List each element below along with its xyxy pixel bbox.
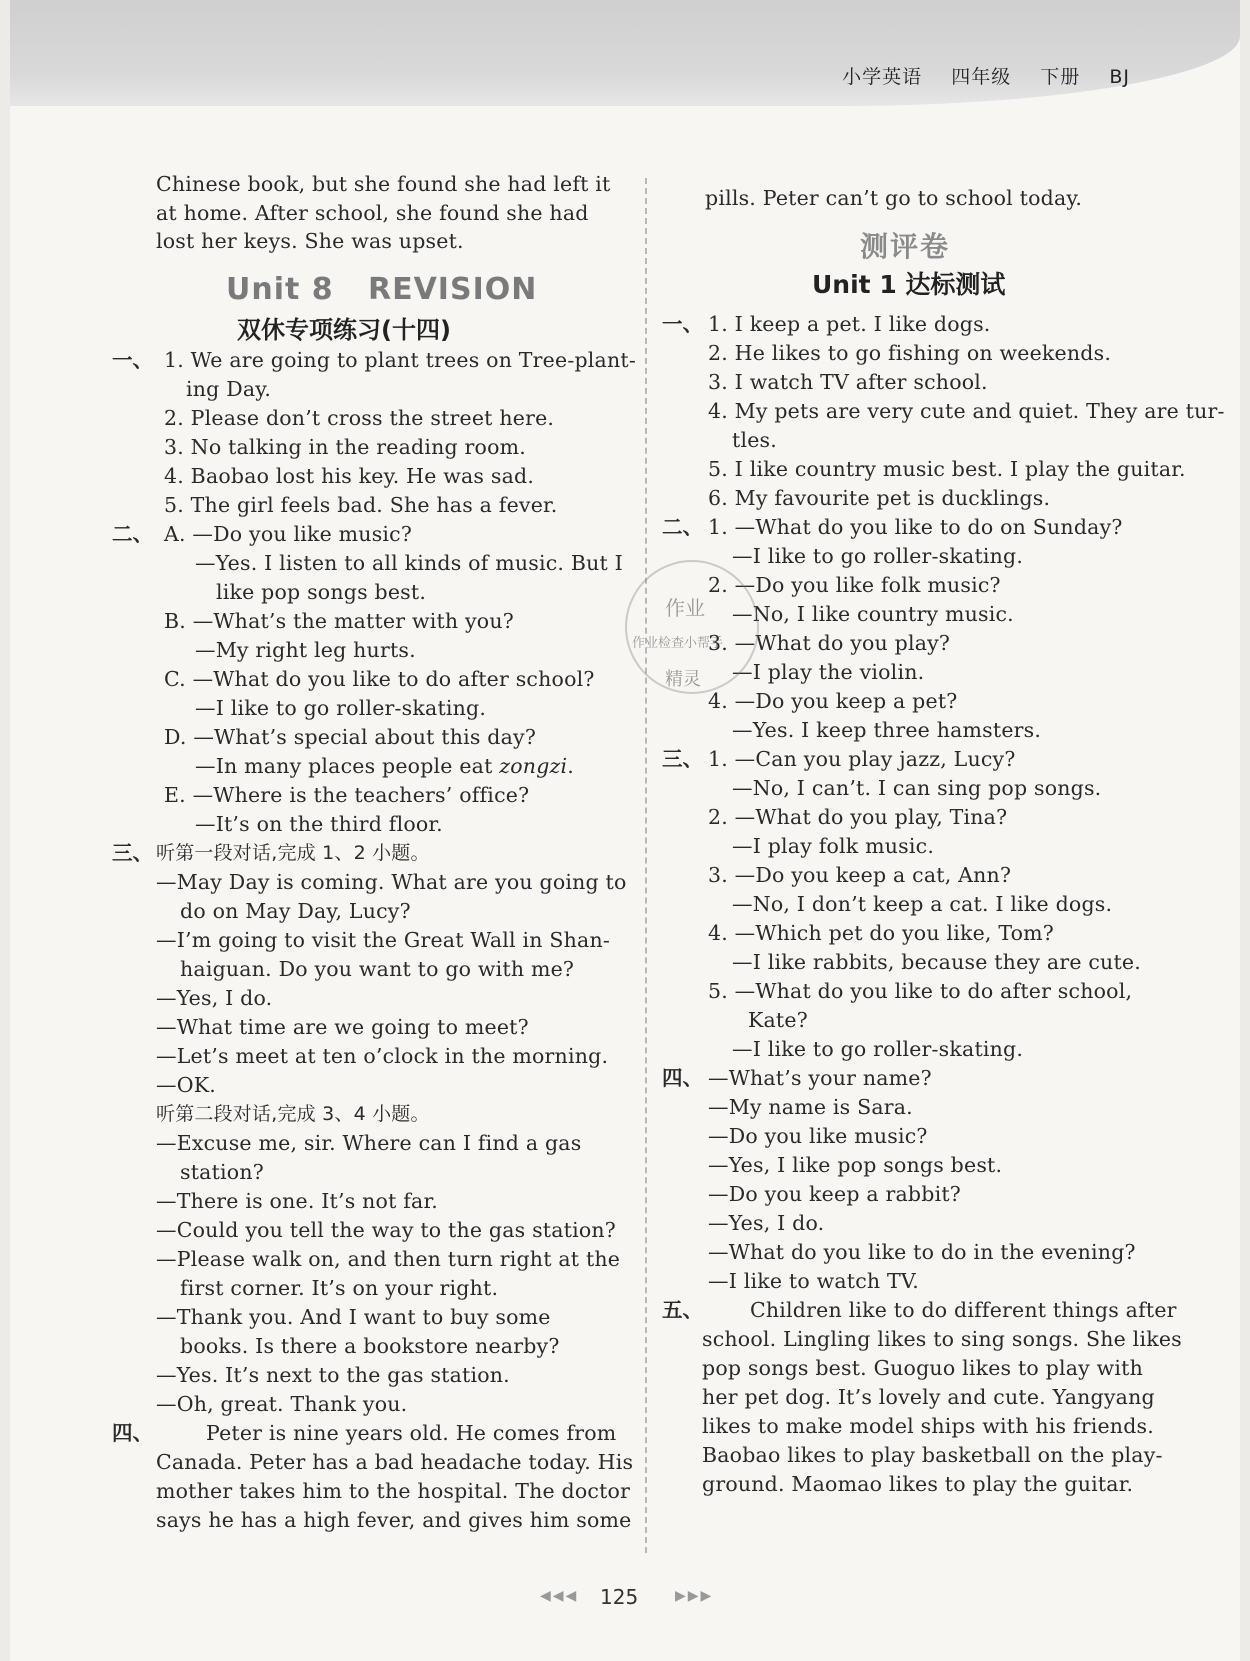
text-line: 3. I watch TV after school. [708, 370, 988, 394]
section-marker: 四、 [662, 1066, 703, 1090]
text-line: 4. My pets are very cute and quiet. They are tur- [708, 399, 1225, 423]
header-edition: BJ [1109, 66, 1130, 88]
text-line: 1. —What do you like to do on Sunday? [708, 515, 1123, 539]
unit8-title: Unit 8 REVISION [226, 272, 538, 307]
text-line: —What do you like to do in the evening? [708, 1240, 1136, 1264]
text-line: ing Day. [186, 377, 272, 401]
text-line: 1. I keep a pet. I like dogs. [708, 312, 991, 336]
text-line: at home. After school, she found she had [156, 201, 589, 225]
section-marker: 一、 [662, 312, 703, 336]
unit1-title: Unit 1 达标测试 [812, 270, 1006, 299]
section-marker: 三、 [112, 841, 153, 865]
text-line: —What’s your name? [708, 1066, 932, 1090]
text-line: —I play folk music. [732, 834, 935, 858]
text-line: —Excuse me, sir. Where can I find a gas [156, 1131, 582, 1155]
text-line [195, 752, 574, 780]
text-line: 2. —What do you play, Tina? [708, 805, 1008, 829]
stamp-text: 精灵 [665, 669, 701, 690]
text-line: 1. —Can you play jazz, Lucy? [708, 747, 1016, 771]
text-line: —No, I can’t. I can sing pop songs. [732, 776, 1102, 800]
text-line: 2. Please don’t cross the street here. [164, 406, 555, 430]
text-line: station? [180, 1160, 264, 1184]
text-line: —Yes, I do. [708, 1211, 825, 1235]
assessment-title: 测评卷 [860, 230, 951, 263]
section-marker: 三、 [662, 747, 703, 771]
text-line: —Yes, I like pop songs best. [708, 1153, 1003, 1177]
text-line: ground. Maomao likes to play the guitar. [702, 1472, 1134, 1496]
header-grade: 四年级 [951, 66, 1012, 88]
text-line: —What time are we going to meet? [156, 1015, 529, 1039]
listening-instruction: 听第一段对话,完成 1、2 小题。 [156, 842, 430, 864]
text-line: —I like rabbits, because they are cute. [732, 950, 1141, 974]
text-line: —May Day is coming. What are you going to [156, 870, 627, 894]
header-band [10, 0, 1240, 106]
text-line: Chinese book, but she found she had left it [156, 172, 611, 196]
text-line: 5. I like country music best. I play the guitar. [708, 457, 1186, 481]
text-line: school. Lingling likes to sing songs. She likes [702, 1327, 1182, 1351]
text-line: lost her keys. She was upset. [156, 229, 464, 253]
text-line: 3. —Do you keep a cat, Ann? [708, 863, 1012, 887]
text-line: —Do you keep a rabbit? [708, 1182, 961, 1206]
text-line: —Yes, I do. [156, 986, 273, 1010]
text-line: Canada. Peter has a bad headache today. His [156, 1450, 634, 1474]
page-number: 125 [600, 1585, 639, 1609]
text-line: Baobao likes to play basketball on the play- [702, 1443, 1163, 1467]
section-marker: 二、 [662, 515, 703, 539]
text-line: —There is one. It’s not far. [156, 1189, 438, 1213]
text-line: —I’m going to visit the Great Wall in Shan- [156, 928, 610, 952]
text-line: books. Is there a bookstore nearby? [180, 1334, 560, 1358]
text-line: —Do you like music? [708, 1124, 928, 1148]
text-line: —I like to go roller-skating. [195, 696, 487, 720]
text-line: —I play the violin. [732, 660, 925, 684]
text-line: A. —Do you like music? [164, 522, 413, 546]
text-line: 2. He likes to go fishing on weekends. [708, 341, 1112, 365]
stamp-text: 作业 [665, 596, 705, 620]
text-line: do on May Day, Lucy? [180, 899, 411, 923]
text-line: says he has a high fever, and gives him some [156, 1508, 632, 1532]
text-line: —Could you tell the way to the gas station? [156, 1218, 617, 1242]
section-marker: 一、 [112, 348, 153, 372]
text-line: haiguan. Do you want to go with me? [180, 957, 575, 981]
text-line: Kate? [748, 1008, 808, 1032]
text-line: —Thank you. And I want to buy some [156, 1305, 551, 1329]
text-line: —Yes. It’s next to the gas station. [156, 1363, 510, 1387]
practice-title: 双休专项练习(十四) [237, 316, 451, 344]
text-line: B. —What’s the matter with you? [164, 609, 514, 633]
text-line: —My name is Sara. [708, 1095, 913, 1119]
arrow-left-icons: ◀◀◀ [540, 1588, 579, 1604]
text-line: —No, I like country music. [732, 602, 1014, 626]
text-line: like pop songs best. [216, 580, 427, 604]
text-line: —It’s on the third floor. [195, 812, 443, 836]
text-line: tles. [732, 428, 777, 452]
text-line: —Yes. I keep three hamsters. [732, 718, 1042, 742]
text-line: D. —What’s special about this day? [164, 725, 537, 749]
text-line: —My right leg hurts. [195, 638, 416, 662]
text-line: 4. —Do you keep a pet? [708, 689, 958, 713]
text-line: 3. No talking in the reading room. [164, 435, 526, 459]
section-marker: 五、 [662, 1298, 703, 1322]
text-line: —Yes. I listen to all kinds of music. But I [195, 551, 623, 575]
text-line: her pet dog. It’s lovely and cute. Yangyang [702, 1385, 1155, 1409]
text-line: pop songs best. Guoguo likes to play with [702, 1356, 1144, 1380]
text-line: —Let’s meet at ten o’clock in the morning. [156, 1044, 609, 1068]
text-line: 3. —What do you play? [708, 631, 951, 655]
text-line: 4. —Which pet do you like, Tom? [708, 921, 1054, 945]
text-line: likes to make model ships with his friends. [702, 1414, 1154, 1438]
text-line: Children like to do different things after [750, 1298, 1177, 1322]
text-line: Peter is nine years old. He comes from [206, 1421, 617, 1445]
text-line: 1. We are going to plant trees on Tree-plant- [164, 348, 636, 372]
header-subject: 小学英语 [842, 66, 923, 88]
column-divider [645, 178, 647, 1553]
listening-instruction: 听第二段对话,完成 3、4 小题。 [156, 1103, 430, 1125]
text-line: —Please walk on, and then turn right at the [156, 1247, 621, 1271]
text-line: —I like to watch TV. [708, 1269, 920, 1293]
text-line: 2. —Do you like folk music? [708, 573, 1001, 597]
header-text [820, 62, 1130, 89]
text-span: —In many places people eat [195, 754, 500, 778]
text-line: C. —What do you like to do after school? [164, 667, 595, 691]
text-line: E. —Where is the teachers’ office? [164, 783, 530, 807]
text-line: —OK. [156, 1073, 216, 1097]
italic-word: zongzi [499, 754, 568, 778]
text-line: 5. —What do you like to do after school, [708, 979, 1133, 1003]
text-line: 5. The girl feels bad. She has a fever. [164, 493, 558, 517]
text-line: —I like to go roller-skating. [732, 1037, 1024, 1061]
text-line: —No, I don’t keep a cat. I like dogs. [732, 892, 1113, 916]
text-line: 4. Baobao lost his key. He was sad. [164, 464, 535, 488]
section-marker: 二、 [112, 522, 153, 546]
header-volume: 下册 [1040, 66, 1081, 88]
text-line: first corner. It’s on your right. [180, 1276, 499, 1300]
text-line: pills. Peter can’t go to school today. [705, 186, 1083, 210]
stamp-text: 作业检查小帮手 [632, 636, 724, 651]
section-marker: 四、 [112, 1421, 153, 1445]
text-span: . [567, 754, 575, 778]
text-line: —I like to go roller-skating. [732, 544, 1024, 568]
arrow-right-icons: ▶▶▶ [675, 1588, 714, 1604]
text-line: 6. My favourite pet is ducklings. [708, 486, 1051, 510]
text-line: mother takes him to the hospital. The doctor [156, 1479, 631, 1503]
text-line: —Oh, great. Thank you. [156, 1392, 408, 1416]
